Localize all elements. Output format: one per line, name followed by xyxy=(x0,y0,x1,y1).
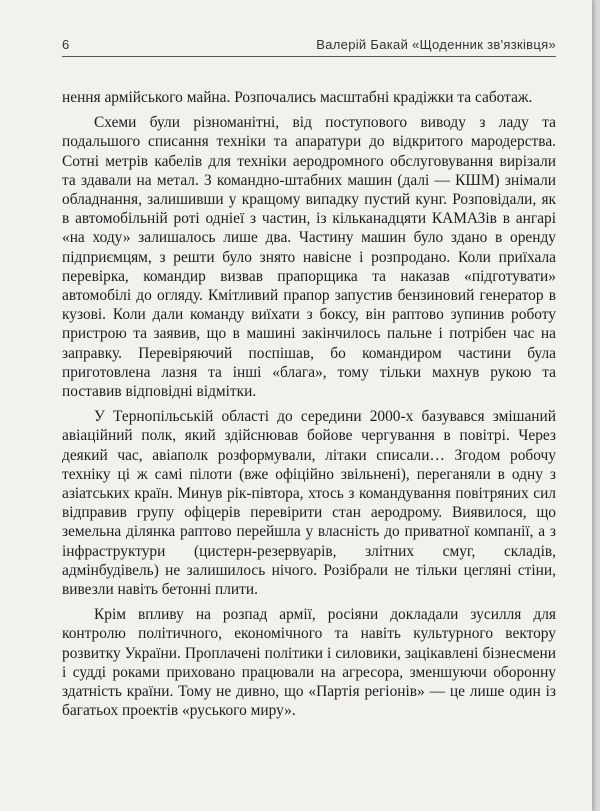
page-number: 6 xyxy=(62,37,70,52)
running-title: Валерій Бакай «Щоденник зв'язківця» xyxy=(316,37,556,52)
paragraph-continuation: нення армійського майна. Розпочались масштабні крадіжки та саботаж. xyxy=(62,89,533,106)
paragraph-air-regiment: У Тернопільській області до середини 2000-х базувався змішаний авіаційний полк, який здійснював бойове чергування в повітрі. Через деякий час, авіаполк розформували, літаки списали… Згодом робочу техніку ці ж самі пілоти (вже офіційно звільнені), переганяли в одну з азіатських країн. Минув рік-півтора, хтось з командування повітряних сил відправив групу офіцерів перевірити стан аеродрому. Виявилося, що земельна ділянка раптово перейшла у власність до приватної компанії, а з інфраструктури (цистерн-резервуарів, злітних смуг, складів, адмінбудівель) не залишилось нічого. Розібрали не тільки цегляні стіни, вивезли навіть бетонні плити. xyxy=(62,408,556,599)
paragraph-russian-influence: Крім впливу на розпад армії, росіяни докладали зусилля для контролю політичного, економічного та навіть культурного вектору розвитку України. Проплачені політики і силовики, зацікавлені бізнесмени і судді роками приховано працювали на агресора, зменшуючи оборонну здатність країни. Тому не дивно, що «Партія регіонів» — це лише один із багатьох проектів «руського миру». xyxy=(62,606,556,720)
paragraph-schemes: Схеми були різноманітні, від поступового виводу з ладу та подальшого списання техніки та апаратури до відкритого мародерства. Сотні метрів кабелів для техніки аеродромного обслуговування вирізали та здавали на метал. З командно-штабних машин (далі — КШМ) знімали обладнання, залишивши у кращому випадку пустий кунг. Розповідали, як в автомобільній роті одніеї з частин, із кільканадцяти КАМАЗів в ангарі «на ходу» залишалось лише два. Частину машин було здано в оренду підприємцям, з решти було знято навісне і розпродано. Коли приїхала перевірка, командир визвав прапорщика та наказав «підготувати» автомобілі до огляду. Кмітливий прапор запустив бензиновий генератор в кузові. Коли дали команду виїхати з боксу, він раптово зупинив роботу пристрою та заявив, що в машині закінчилось пальне і потрібен час на заправку. Перевіряючий поспішав, бо командиром частини була приготовлена лазня та інші «блага», тому тільки махнув рукою та поставив відповідні відмітки. xyxy=(62,114,556,401)
page-header xyxy=(62,34,556,57)
body-text xyxy=(62,88,556,727)
